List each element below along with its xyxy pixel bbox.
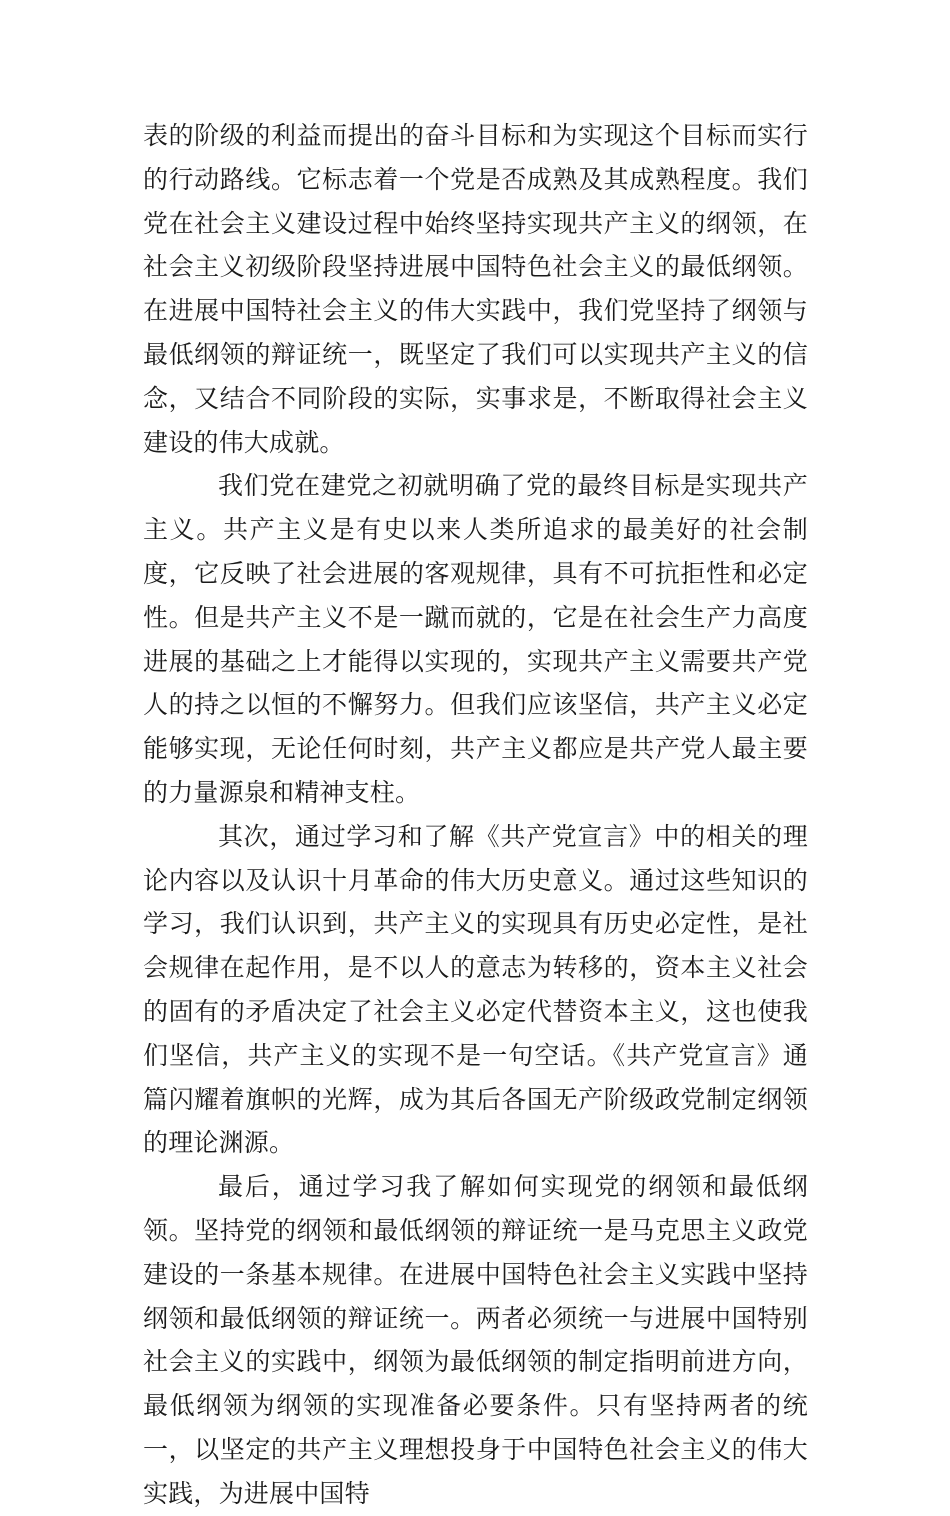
document-body [143,114,808,1516]
paragraph-4: 最后，通过学习我了解如何实现党的纲领和最低纲领。坚持党的纲领和最低纲领的辩证统一是马克思主义政党建设的一条基本规律。在进展中国特色社会主义实践中坚持纲领和最低纲领的辩证统一。两者必须统一与进展中国特别社会主义的实践中，纲领为最低纲领的制定指明前进方向，最低纲领为纲领的实现准备必要条件。只有坚持两者的统一，以坚定的共产主义理想投身于中国特色社会主义的伟大实践，为进展中国特 [143,1172,808,1508]
paragraph-3: 其次，通过学习和了解《共产党宣言》中的相关的理论内容以及认识十月革命的伟大历史意义。通过这些知识的学习，我们认识到，共产主义的实现具有历史必定性，是社会规律在起作用，是不以人的意志为转移的，资本主义社会的固有的矛盾决定了社会主义必定代替资本主义，这也使我们坚信，共产主义的实现不是一句空话。《共产党宣言》通篇闪耀着旗帜的光辉，成为其后各国无产阶级政党制定纲领的理论渊源。 [143,821,808,1158]
paragraph-1: 表的阶级的利益而提出的奋斗目标和为实现这个目标而实行的行动路线。它标志着一个党是否成熟及其成熟程度。我们党在社会主义建设过程中始终坚持实现共产主义的纲领，在社会主义初级阶段坚持进展中国特色社会主义的最低纲领。在进展中国特社会主义的伟大实践中，我们党坚持了纲领与最低纲领的辩证统一，既坚定了我们可以实现共产主义的信念，又结合不同阶段的实际，实事求是，不断取得社会主义建设的伟大成就。 [143,121,808,457]
paragraph-2: 我们党在建党之初就明确了党的最终目标是实现共产主义。共产主义是有史以来人类所追求的最美好的社会制度，它反映了社会进展的客观规律，具有不可抗拒性和必定性。但是共产主义不是一蹴而就的，它是在社会生产力高度进展的基础之上才能得以实现的，实现共产主义需要共产党人的持之以恒的不懈努力。但我们应该坚信，共产主义必定能够实现，无论任何时刻，共产主义都应是共产党人最主要的力量源泉和精神支柱。 [143,471,808,807]
